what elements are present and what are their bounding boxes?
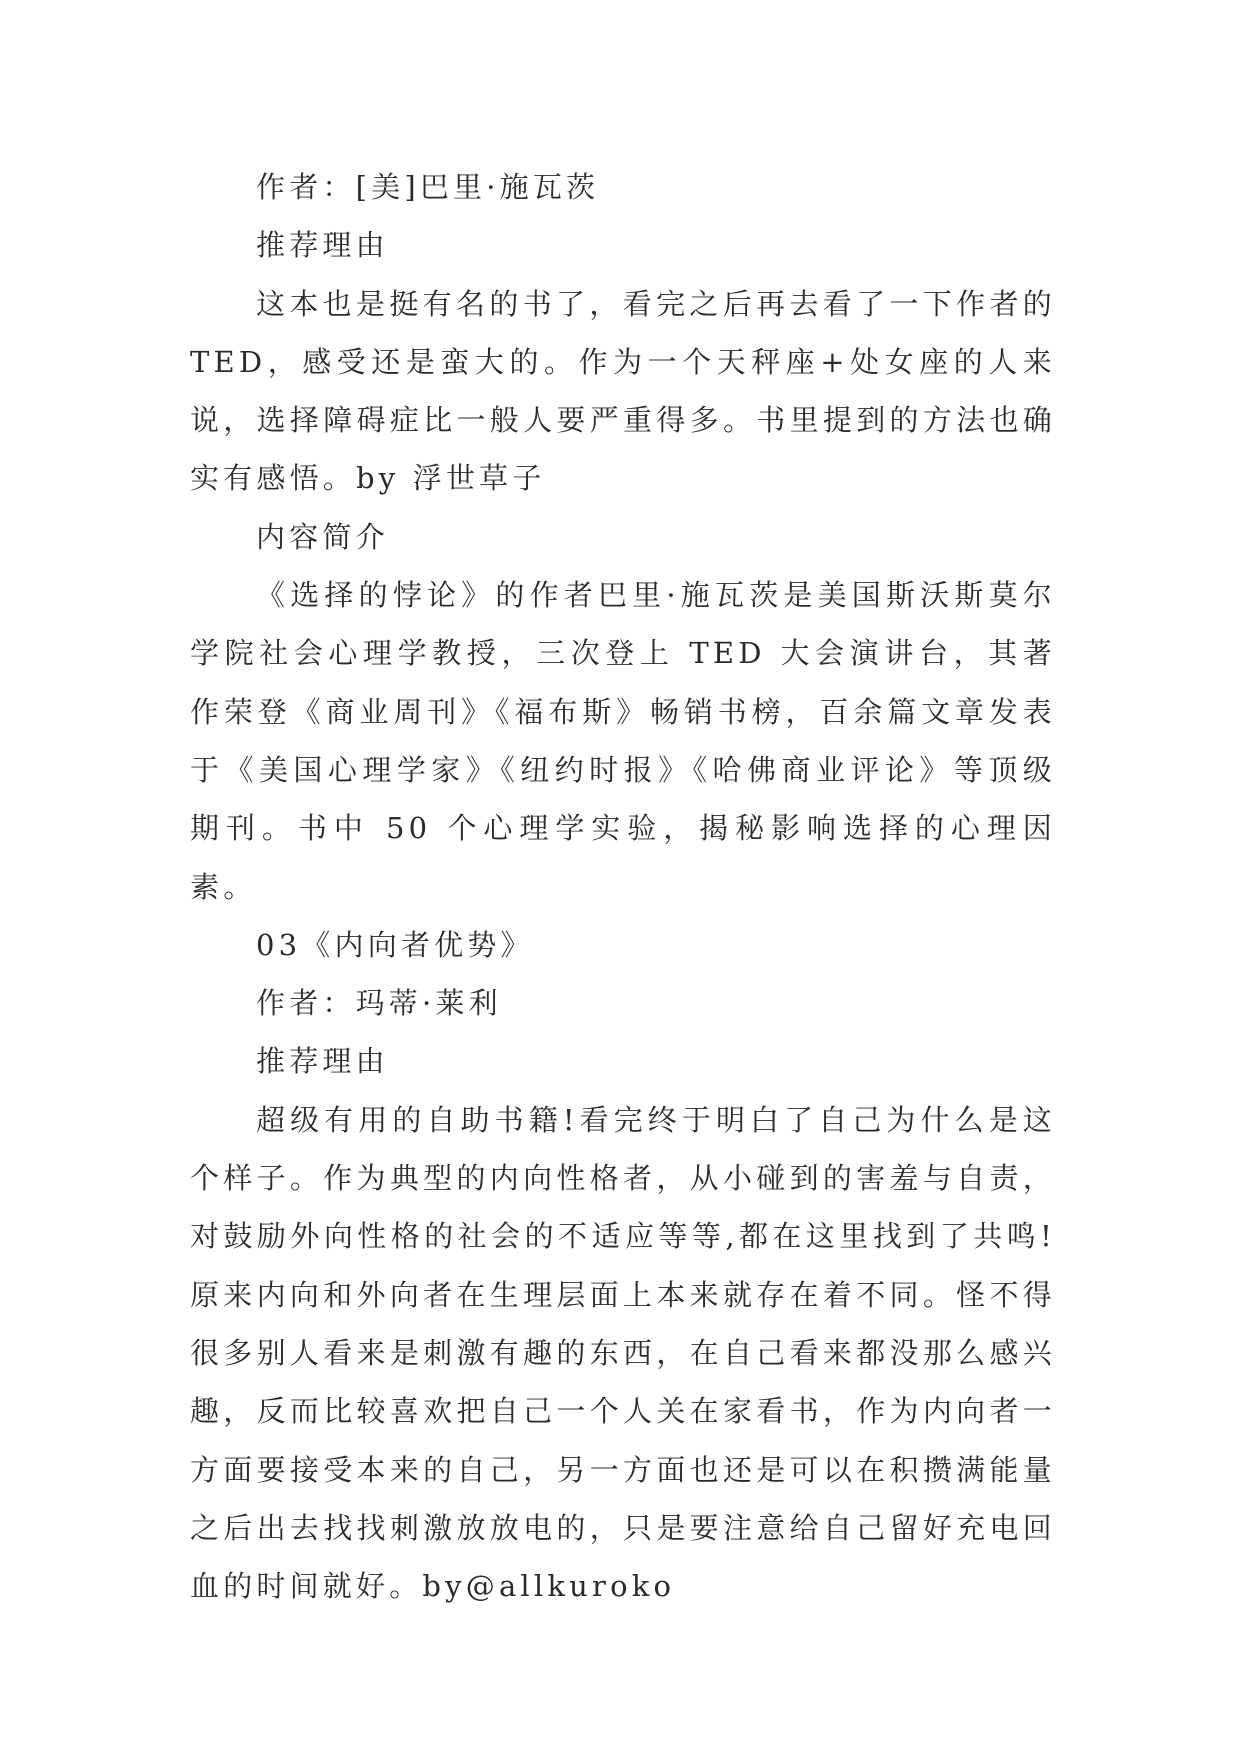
document-body bbox=[190, 158, 1056, 1615]
book-title: 03《内向者优势》 bbox=[256, 927, 534, 962]
section-heading: 推荐理由 bbox=[256, 1044, 389, 1079]
author-line: 作者：玛蒂·莱利 bbox=[256, 986, 502, 1021]
section-heading: 内容简介 bbox=[256, 519, 389, 554]
body-paragraph: 这本也是挺有名的书了，看完之后再去看了一下作者的TED，感受还是蛮大的。作为一个天秤座+处女座的人来说，选择障碍症比一般人要严重得多。书里提到的方法也确实有感悟。by 浮世草子 bbox=[190, 286, 1056, 496]
author-line: 作者：[美]巴里·施瓦茨 bbox=[256, 170, 600, 204]
body-paragraph: 《选择的悖论》的作者巴里·施瓦茨是美国斯沃斯莫尔学院社会心理学教授，三次登上 TED 大会演讲台，其著作荣登《商业周刊》《福布斯》畅销书榜，百余篇文章发表于《美国心理学家》《纽约时报》《哈佛商业评论》等顶级期刊。书中 50 个心理学实验，揭秘影响选择的心理因素。 bbox=[190, 578, 1056, 904]
section-heading: 推荐理由 bbox=[256, 228, 389, 263]
body-paragraph: 超级有用的自助书籍!看完终于明白了自己为什么是这个样子。作为典型的内向性格者，从小碰到的害羞与自责，对鼓励外向性格的社会的不适应等等,都在这里找到了共鸣!原来内向和外向者在生理层面上本来就存在着不同。怪不得很多别人看来是刺激有趣的东西，在自己看来都没那么感兴趣，反而比较喜欢把自己一个人关在家看书，作为内向者一方面要接受本来的自己，另一方面也还是可以在积攒满能量之后出去找找刺激放放电的，只是要注意给自己留好充电回血的时间就好。by@allkuroko bbox=[190, 1102, 1056, 1604]
